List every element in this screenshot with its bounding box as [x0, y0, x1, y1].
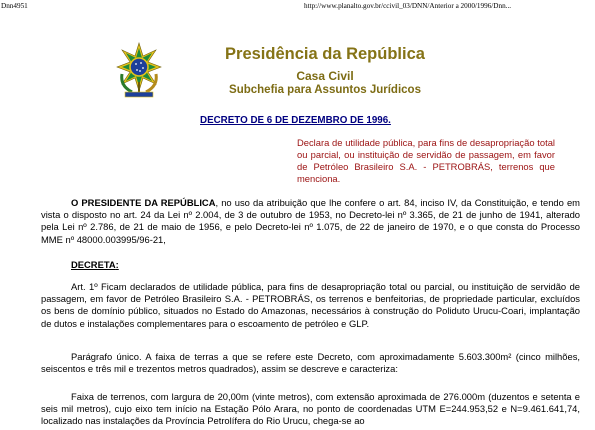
- org-subtitle-casa-civil: Casa Civil: [296, 69, 354, 83]
- print-header-url: http://www.planalto.gov.br/ccivil_03/DNN/Anterior a 2000/1996/Dnn...: [304, 2, 512, 10]
- decreta-colon: :: [115, 259, 119, 270]
- decreta-label: DECRETA: [71, 259, 116, 270]
- preamble-author: O PRESIDENTE DA REPÚBLICA: [71, 197, 216, 208]
- print-header-doc-id: Dnn4951: [1, 2, 28, 10]
- org-subtitle-subchefia: Subchefia para Assuntos Jurídicos: [229, 84, 421, 96]
- decree-article-1: Art. 1º Ficam declarados de utilidade pública, para fins de desapropriação total ou parcial, ou instituição de servidão de passagem, em favor de Petróleo Brasileiro S.A. - PETROBRÁS, os terrenos e benfeitorias, de propriedade particular, excluídos os bens de domínio público, situados no Estado do Amazonas, necessários à construção do Poliduto Urucu-Coari, implantação de dutos e instalações complementares para o escoamento de petróleo e GLP.: [41, 281, 580, 329]
- print-header: [0, 1, 595, 11]
- decree-title-link[interactable]: DECRETO DE 6 DE DEZEMBRO DE 1996.: [200, 115, 391, 126]
- brasao-republica-icon: [116, 42, 162, 100]
- decree-ementa: Declara de utilidade pública, para fins de desapropriação total ou parcial, ou instituição de servidão de passagem, em favor de Petróleo Brasileiro S.A. - PETROBRÁS, terrenos que menciona.: [297, 137, 555, 184]
- decree-faixa-description: Faixa de terrenos, com largura de 20,00m (vinte metros), com extensão aproximada de 276.000m (duzentos e setenta e seis mil metros), cujo eixo tem início na Estação Pólo Arara, no ponto de coordenadas UTM E=244.953,52 e N=9.461.641,74, localizado nas instalações da Província Petrolífera do Rio Urucu, chega-se ao: [41, 391, 580, 427]
- decree-paragrafo-unico: Parágrafo único. A faixa de terras a que se refere este Decreto, com aproximadamente 5.603.300m² (cinco milhões, seiscentos e três mil e trezentos metros quadrados), assim se descreve e caracteriza:: [41, 351, 580, 375]
- preamble-text: , no uso da atribuição que lhe confere o art. 84, inciso IV, da Constituição, e tendo em vista o disposto no art. 24 da Lei nº 2.004, de 3 de outubro de 1953, no Decreto-lei nº 3.365, de 21 de junho de 1941, alterado pela Lei nº 2.786, de 21 de maio de 1956, e pelo Decreto-lei nº 1.075, de 22 de janeiro de 1970, e o que consta do Processo MME nº 48000.003995/96-21,: [41, 197, 580, 245]
- decree-decreta: [41, 259, 580, 271]
- decree-preamble: [41, 197, 580, 246]
- org-title: Presidência da República: [225, 45, 425, 63]
